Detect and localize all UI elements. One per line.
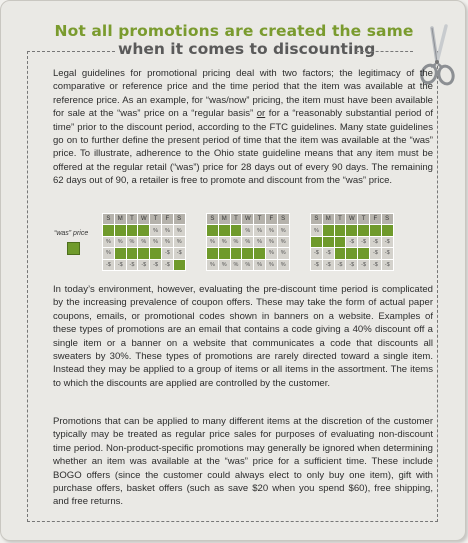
calendar-day-percent-off: % xyxy=(265,236,277,247)
calendar-weekday-header: W xyxy=(242,214,254,225)
calendar-day-percent-off: % xyxy=(265,225,277,236)
calendar-day-was-price xyxy=(218,248,230,259)
calendar-day-was-price xyxy=(230,225,242,236)
calendar-day-was-price xyxy=(114,225,126,236)
calendar-day-was-price xyxy=(346,225,358,236)
calendar-day-percent-off: % xyxy=(277,248,289,259)
calendar-day-percent-off: % xyxy=(254,236,266,247)
calendar-weekday-header: M xyxy=(322,214,334,225)
calendar-day-dollar-off: -$ xyxy=(150,259,162,270)
calendar-weekday-header: F xyxy=(265,214,277,225)
calendar-day-dollar-off: -$ xyxy=(322,248,334,259)
calendar-day-percent-off: % xyxy=(173,225,185,236)
calendar-weekday-header: T xyxy=(358,214,370,225)
paragraph-1-text-b: for a “reasonably substantial period of time” prior to the discount period, according to the FTC guidelines. Many state guidelines go on to further define the present period of time that the item was available at the “was” price. To illustrate, adherence to the Ohio state guideline means that any item must be offered at the regular retail (“was”) price for 28 days out of every 90 days. The remaining 62 days out of 90, a retailer is free to promote and discount from the “was” price. xyxy=(53,108,433,187)
calendar-day-percent-off: % xyxy=(126,236,138,247)
calendar-day-percent-off: % xyxy=(242,259,254,270)
calendar-day-percent-off: % xyxy=(150,225,162,236)
calendar-day-percent-off: % xyxy=(150,236,162,247)
calendar-day-percent-off: % xyxy=(103,236,115,247)
calendar-day-dollar-off: -$ xyxy=(381,259,393,270)
calendar-week-row xyxy=(207,248,290,259)
calendar-weekday-header: S xyxy=(207,214,219,225)
calendar-day-was-price xyxy=(150,248,162,259)
calendar-day-was-price xyxy=(254,248,266,259)
calendar-day-percent-off: % xyxy=(277,236,289,247)
calendar-day-percent-off: % xyxy=(242,225,254,236)
calendar-day-dollar-off: -$ xyxy=(346,236,358,247)
was-price-legend-label: “was” price xyxy=(54,230,89,237)
calendar-week-row xyxy=(207,259,290,270)
calendar-day-was-price xyxy=(126,225,138,236)
calendar-day-percent-off: % xyxy=(254,225,266,236)
calendar-1 xyxy=(102,213,186,271)
calendar-day-was-price xyxy=(242,248,254,259)
calendar-day-percent-off: % xyxy=(230,259,242,270)
calendar-day-dollar-off: -$ xyxy=(334,259,346,270)
calendar-day-dollar-off: -$ xyxy=(381,248,393,259)
calendar-weekday-header: T xyxy=(126,214,138,225)
calendar-day-percent-off: % xyxy=(265,248,277,259)
calendar-day-percent-off: % xyxy=(311,225,323,236)
paragraph-regular-price-sales: Promotions that can be applied to many different items at the discretion of the customer typically may be treated as regular price sales for purposes of evaluating non-discount time period. Non-product-specific promotions may generally be ignored when determining whether an item was available at the “was” price for a sufficient time. These include BOGO offers (since the customer could always elect to only buy one item), gift with purchase offers, basket offers (such as save $20 when you spend $60), free shipping, and free returns. xyxy=(53,416,433,508)
calendar-day-percent-off: % xyxy=(277,259,289,270)
calendar-day-was-price xyxy=(103,225,115,236)
calendar-day-percent-off: % xyxy=(138,236,150,247)
calendar-day-percent-off: % xyxy=(207,259,219,270)
calendar-day-was-price xyxy=(138,225,150,236)
calendar-day-was-price xyxy=(311,236,323,247)
calendar-day-percent-off: % xyxy=(277,225,289,236)
calendar-weekday-header: W xyxy=(346,214,358,225)
calendar-day-was-price xyxy=(230,248,242,259)
title-line-1: Not all promotions are created the same xyxy=(54,22,414,40)
calendar-day-was-price xyxy=(138,248,150,259)
calendar-week-row xyxy=(103,236,186,247)
calendar-weekday-header: S xyxy=(381,214,393,225)
calendar-day-was-price xyxy=(173,259,185,270)
calendar-week-row xyxy=(311,259,394,270)
calendar-week-row xyxy=(103,225,186,236)
calendar-day-dollar-off: -$ xyxy=(358,236,370,247)
calendar-header-row xyxy=(207,214,290,225)
calendar-day-percent-off: % xyxy=(242,236,254,247)
calendar-weekday-header: S xyxy=(103,214,115,225)
calendar-day-was-price xyxy=(218,225,230,236)
calendar-day-dollar-off: -$ xyxy=(358,259,370,270)
calendar-header-row xyxy=(103,214,186,225)
calendar-day-percent-off: % xyxy=(265,259,277,270)
calendar-2 xyxy=(206,213,290,271)
calendar-day-percent-off: % xyxy=(161,225,173,236)
paragraph-1-or-underlined: or xyxy=(256,108,266,120)
calendar-day-dollar-off: -$ xyxy=(322,259,334,270)
calendar-week-row xyxy=(311,248,394,259)
calendar-week-row xyxy=(207,225,290,236)
calendar-weekday-header: F xyxy=(369,214,381,225)
calendar-day-dollar-off: -$ xyxy=(381,236,393,247)
calendar-day-dollar-off: -$ xyxy=(161,248,173,259)
calendar-day-was-price xyxy=(126,248,138,259)
calendar-weekday-header: M xyxy=(218,214,230,225)
calendar-day-percent-off: % xyxy=(207,236,219,247)
calendar-day-dollar-off: -$ xyxy=(369,259,381,270)
calendar-day-dollar-off: -$ xyxy=(161,259,173,270)
calendar-day-dollar-off: -$ xyxy=(103,259,115,270)
calendar-weekday-header: S xyxy=(311,214,323,225)
calendar-day-dollar-off: -$ xyxy=(369,248,381,259)
calendar-header-row xyxy=(311,214,394,225)
calendar-day-was-price xyxy=(334,248,346,259)
calendar-weekday-header: M xyxy=(114,214,126,225)
was-price-legend-swatch xyxy=(67,242,80,255)
calendar-week-row xyxy=(103,248,186,259)
calendar-day-dollar-off: -$ xyxy=(114,259,126,270)
calendar-day-dollar-off: -$ xyxy=(346,259,358,270)
calendar-weekday-header: S xyxy=(277,214,289,225)
calendar-day-was-price xyxy=(207,225,219,236)
calendar-day-percent-off: % xyxy=(218,236,230,247)
calendar-week-row xyxy=(311,236,394,247)
paragraph-1-text-a: Legal guidelines for promotional pricing deal with two factors; the legitimacy of the comparative or reference price and the time period that the item was available at the reference price. As an example, for “was/now” pricing, the item must have been available for sale at the “was” price on a “regular basis” xyxy=(53,68,433,120)
calendar-weekday-header: F xyxy=(161,214,173,225)
paragraph-legal-guidelines xyxy=(53,67,433,188)
calendar-day-was-price xyxy=(334,225,346,236)
calendar-weekday-header: T xyxy=(230,214,242,225)
calendar-3 xyxy=(310,213,394,271)
calendar-day-dollar-off: -$ xyxy=(311,259,323,270)
calendar-day-percent-off: % xyxy=(254,259,266,270)
calendar-day-dollar-off: -$ xyxy=(173,248,185,259)
calendar-weekday-header: T xyxy=(150,214,162,225)
calendar-day-was-price xyxy=(114,248,126,259)
calendar-day-was-price xyxy=(322,236,334,247)
calendar-day-percent-off: % xyxy=(230,236,242,247)
calendar-day-was-price xyxy=(369,225,381,236)
calendar-day-percent-off: % xyxy=(218,259,230,270)
calendar-weekday-header: S xyxy=(173,214,185,225)
calendar-weekday-header: T xyxy=(334,214,346,225)
calendar-day-dollar-off: -$ xyxy=(138,259,150,270)
calendar-day-was-price xyxy=(322,225,334,236)
calendar-day-percent-off: % xyxy=(173,236,185,247)
calendar-day-percent-off: % xyxy=(103,248,115,259)
calendar-week-row xyxy=(103,259,186,270)
calendar-day-was-price xyxy=(207,248,219,259)
calendar-day-percent-off: % xyxy=(161,236,173,247)
calendar-day-dollar-off: -$ xyxy=(311,248,323,259)
calendar-day-was-price xyxy=(381,225,393,236)
calendar-day-percent-off: % xyxy=(114,236,126,247)
calendar-day-dollar-off: -$ xyxy=(126,259,138,270)
calendar-day-was-price xyxy=(358,248,370,259)
calendar-day-dollar-off: -$ xyxy=(369,236,381,247)
calendar-weekday-header: W xyxy=(138,214,150,225)
calendar-day-was-price xyxy=(346,248,358,259)
calendar-week-row xyxy=(207,236,290,247)
title-line-2: when it comes to discounting xyxy=(118,40,376,58)
calendar-day-was-price xyxy=(334,236,346,247)
calendar-weekday-header: T xyxy=(254,214,266,225)
calendar-day-was-price xyxy=(358,225,370,236)
calendar-week-row xyxy=(311,225,394,236)
paragraph-coupon-offers: In today’s environment, however, evaluating the pre-discount time period is complicated by the increasing prevalence of coupon offers. These may take the form of actual paper coupons, emails, or promotional codes shown in banners on a website. Examples of these types of promotions are an email that contains a code giving a 40% discount off a single item or a banner on a website that communicates a code that discounts all sweaters by 30%. These types of promotions are rarely directed toward a single item. Instead they may be applied to a group of items or all items in the assortment. The items to which the discounts are applied are controlled by the customer. xyxy=(53,284,433,389)
